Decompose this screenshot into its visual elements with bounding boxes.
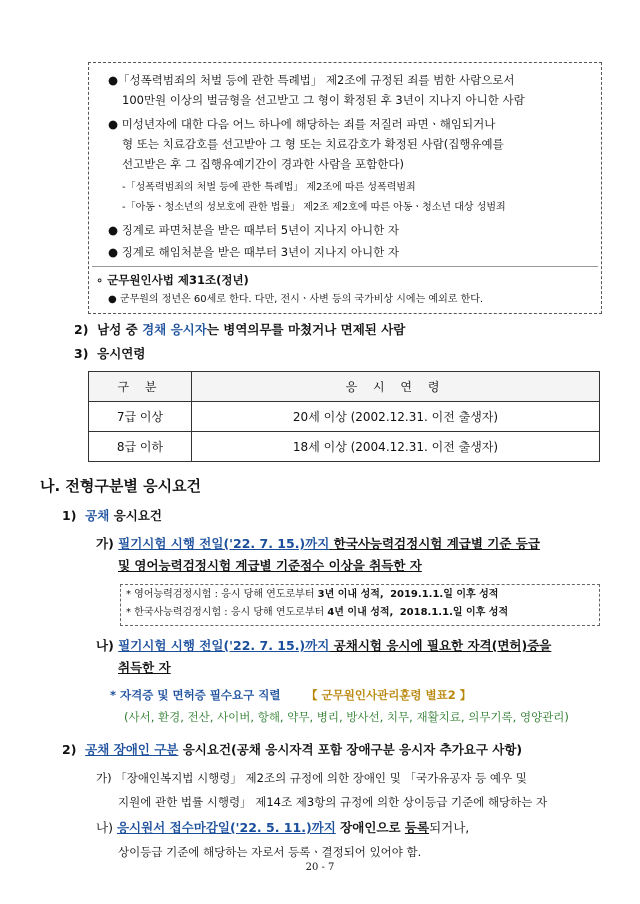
na-line-1: 나) 필기시험 시행 전일('22. 7. 15.)까지 공채시험 응시에 필요한 자격(면허)증을 bbox=[96, 638, 552, 653]
box-line-2: 100만원 이상의 벌금형을 선고받고 그 형이 확정된 후 3년이 지나지 아니한 사람 bbox=[122, 93, 525, 107]
sub-heading-2: 2) 공채 장애인 구분 응시요건(공채 응시자격 포함 장애구분 응시자 추가요구 사항) bbox=[62, 742, 523, 757]
box-line-1: ●「성폭력범죄의 처벌 등에 관한 특례법」 제2조에 규정된 죄를 범한 사람으로서 bbox=[108, 73, 515, 87]
ga-line-1: 가) 필기시험 시행 전일('22. 7. 15.)까지 한국사능력검정시험 계급별 기준 등급 bbox=[96, 536, 540, 551]
section-heading-na: 나. 전형구분별 응시요건 bbox=[40, 477, 202, 495]
age-table bbox=[88, 371, 600, 462]
box-line-7: -「아동ㆍ청소년의 성보호에 관한 법률」 제2조 제2호에 따른 아동ㆍ청소년 대상 성범죄 bbox=[122, 202, 506, 213]
page-number: 20 - 7 bbox=[305, 862, 335, 873]
na3-line-1: 나) 응시원서 접수마감일('22. 5. 11.)까지 장애인으로 등록되거나, bbox=[96, 820, 470, 835]
table-row: 7급 이상 20세 이상 (2002.12.31. 이전 출생자) bbox=[89, 402, 600, 432]
table-header-row: 구 분 응 시 연 령 bbox=[89, 372, 600, 402]
box-line-3: ● 미성년자에 대한 다음 어느 하나에 해당하는 죄를 저질러 파면ㆍ해임되거나 bbox=[108, 117, 496, 131]
box-line-8: ● 징계로 파면처분을 받은 때부터 5년이 지나지 아니한 자 bbox=[108, 223, 399, 237]
na-line-2: 취득한 자 bbox=[118, 660, 171, 675]
table-row: 8급 이하 18세 이상 (2004.12.31. 이전 출생자) bbox=[89, 432, 600, 462]
ga2-line-2: 지원에 관한 법률 시행령」 제14조 제3항의 규정에 의한 상이등급 기준에 해당하는 자 bbox=[118, 795, 548, 809]
sub-heading-1: 1) 공채 응시요건 bbox=[62, 508, 162, 523]
item-2: 2) 남성 중 경채 응시자는 병역의무를 마쳤거나 면제된 사람 bbox=[74, 322, 406, 337]
box-line-4: 형 또는 치료감호를 선고받아 그 형 또는 치료감호가 확정된 사람(집행유예를 bbox=[122, 137, 504, 151]
english-score-rule: * 영어능력검정시험 : 응시 당해 연도로부터 3년 이내 성적, 2019.1.1.일 이후 성적 bbox=[126, 589, 499, 600]
box-divider bbox=[92, 266, 598, 267]
box-line-5: 선고받은 후 그 집행유예기간이 경과한 사람을 포함한다) bbox=[122, 157, 404, 171]
license-list: (사서, 환경, 전산, 사이버, 항해, 약무, 병리, 방사선, 치무, 재활치료, 의무기록, 영양관리) bbox=[124, 710, 569, 724]
law-text: ● 군무원의 정년은 60세로 한다. 다만, 전시ㆍ사변 등의 국가비상 시에는 예외로 한다. bbox=[108, 294, 484, 305]
license-required: * 자격증 및 면허증 필수요구 직렬 【 군무원인사관리훈령 별표2 】 bbox=[110, 688, 472, 702]
na3-line-2: 상이등급 기준에 해당하는 자로서 등록ㆍ결정되어 있어야 함. bbox=[118, 845, 422, 859]
box-line-6: -「성폭력범죄의 처벌 등에 관한 특례법」 제2조에 따른 성폭력범죄 bbox=[122, 182, 416, 193]
box-line-9: ● 징계로 해임처분을 받은 때부터 3년이 지나지 아니한 자 bbox=[108, 245, 399, 259]
ga-line-2: 및 영어능력검정시험 계급별 기준점수 이상을 취득한 자 bbox=[118, 558, 422, 573]
ga2-line-1: 가) 「장애인복지법 시행령」 제2조의 규정에 의한 장애인 및 「국가유공자 등 예우 및 bbox=[96, 771, 527, 785]
item-3: 3) 응시연령 bbox=[74, 346, 146, 361]
korean-history-score-rule: * 한국사능력검정시험 : 응시 당해 연도로부터 4년 이내 성적, 2018.1.1.일 이후 성적 bbox=[126, 607, 509, 618]
law-title: ∘ 군무원인사법 제31조(정년) bbox=[96, 273, 249, 287]
